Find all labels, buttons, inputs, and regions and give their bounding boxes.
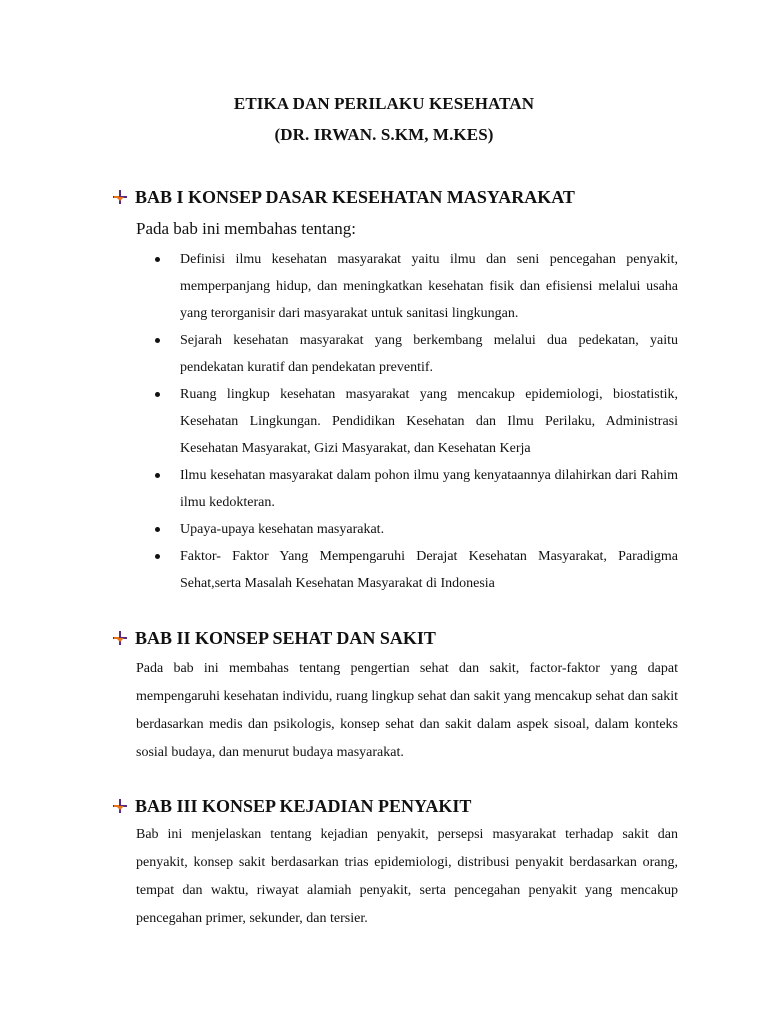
- section-heading-text: BAB III KONSEP KEJADIAN PENYAKIT: [135, 796, 472, 816]
- arrow-bullet-icon: [113, 799, 127, 813]
- section-heading-text: BAB I KONSEP DASAR KESEHATAN MASYARAKAT: [135, 187, 575, 207]
- list-item-text: Upaya-upaya kesehatan masyarakat.: [180, 522, 385, 537]
- list-item: [137, 381, 678, 462]
- document-author: (DR. IRWAN. S.KM, M.KES): [274, 125, 494, 144]
- arrow-bullet-icon: [113, 631, 127, 645]
- list-item-text: Ilmu kesehatan masyarakat dalam pohon ilmu yang kenyataannya dilahirkan dari Rahim ilmu kedokteran.: [180, 468, 678, 510]
- bullet-dot-icon: [155, 527, 160, 532]
- list-item-text: Definisi ilmu kesehatan masyarakat yaitu ilmu dan seni pencegahan penyakit, memperpanjang hidup, dan meningkatkan kesehatan fisik dan efisiensi melalui usaha yang terorganisir dari masyarakat untuk sanitasi lingkungan.: [180, 252, 678, 321]
- bullet-dot-icon: [155, 392, 160, 397]
- bullet-dot-icon: [155, 554, 160, 559]
- section-heading-bab-1: [113, 187, 575, 208]
- list-item: [137, 462, 678, 516]
- section-intro: Pada bab ini membahas tentang:: [136, 219, 356, 238]
- document-title: ETIKA DAN PERILAKU KESEHATAN: [233, 94, 535, 113]
- arrow-bullet-icon: [113, 190, 127, 204]
- list-item-text: Ruang lingkup kesehatan masyarakat yang mencakup epidemiologi, biostatistik, Kesehatan Lingkungan. Pendidikan Kesehatan dan Ilmu Perilaku, Administrasi Kesehatan Masyarakat, Gizi Masyarakat, dan Kesehatan Kerja: [180, 387, 678, 456]
- list-item-text: Faktor- Faktor Yang Mempengaruhi Derajat Kesehatan Masyarakat, Paradigma Sehat,serta Masalah Kesehatan Masyarakat di Indonesia: [180, 549, 678, 591]
- section-body: Bab ini menjelaskan tentang kejadian penyakit, persepsi masyarakat terhadap sakit dan penyakit, konsep sakit berdasarkan trias epidemiologi, distribusi penyakit berdasarkan orang, tempat dan waktu, riwayat alamiah penyakit, serta pencegahan penyakit yang mencakup pencegahan primer, sekunder, dan tersier.: [136, 827, 678, 926]
- section-heading-bab-2: [113, 628, 436, 649]
- bullet-dot-icon: [155, 473, 160, 478]
- bullet-list: [137, 246, 678, 597]
- list-item: [137, 516, 678, 543]
- bullet-dot-icon: [155, 338, 160, 343]
- list-item-text: Sejarah kesehatan masyarakat yang berkembang melalui dua pedekatan, yaitu pendekatan kuratif dan pendekatan preventif.: [180, 333, 678, 375]
- list-item: [137, 327, 678, 381]
- section-heading-bab-3: [113, 796, 471, 817]
- section-body: Pada bab ini membahas tentang pengertian sehat dan sakit, factor-faktor yang dapat mempengaruhi kesehatan individu, ruang lingkup sehat dan sakit yang mencakup sehat dan sakit berdasarkan medis dan psikologis, konsep sehat dan sakit dalam aspek sisoal, dalam konteks sosial budaya, dan menurut budaya masyarakat.: [136, 661, 678, 760]
- list-item: [137, 246, 678, 327]
- list-item: [137, 543, 678, 597]
- section-heading-text: BAB II KONSEP SEHAT DAN SAKIT: [135, 628, 436, 648]
- bullet-dot-icon: [155, 257, 160, 262]
